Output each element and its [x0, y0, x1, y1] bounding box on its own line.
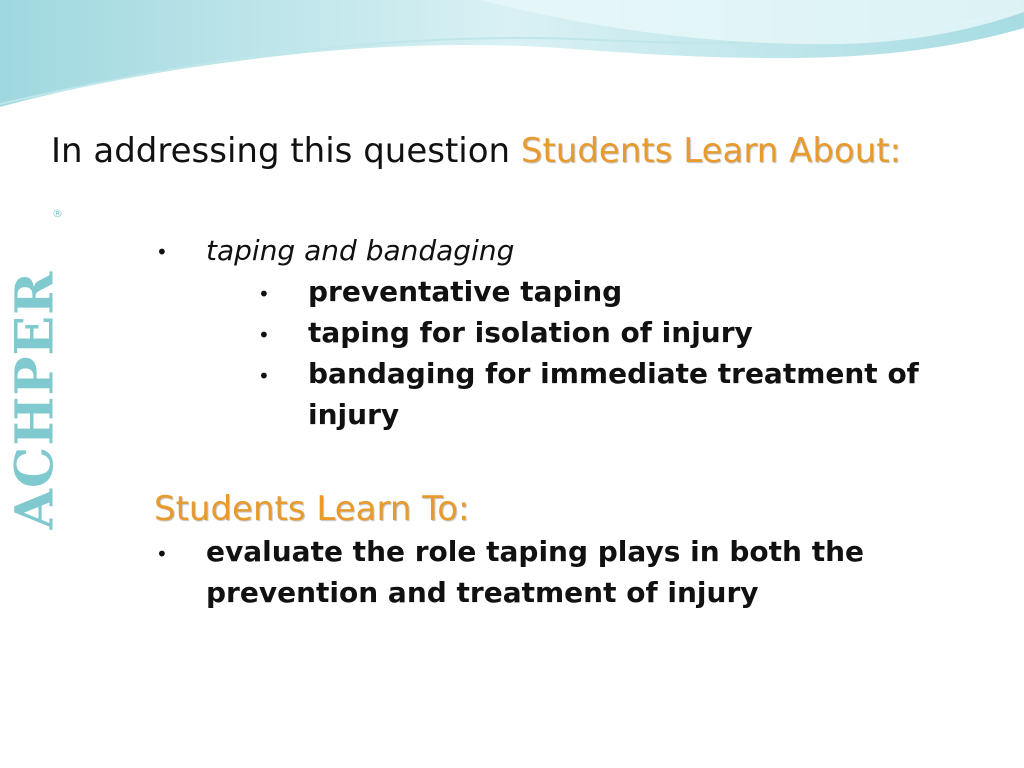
bullet-icon: • — [156, 542, 168, 566]
bullet-icon: • — [156, 240, 168, 264]
slide-title-lead: In addressing this question — [51, 131, 521, 171]
achper-logo-text: ACHPER — [4, 270, 66, 530]
bullet-icon: • — [258, 282, 270, 306]
slide-title — [51, 129, 901, 173]
achper-logo — [0, 193, 70, 608]
registered-mark: ® — [52, 207, 63, 220]
learn-about-item: taping and bandaging — [206, 234, 515, 267]
learn-about-subitem: bandaging for immediate treatment of — [308, 357, 919, 390]
learn-about-subitem: preventative taping — [308, 275, 623, 308]
learn-to-line: prevention and treatment of injury — [206, 576, 759, 609]
learn-to-line: evaluate the role taping plays in both the — [206, 535, 865, 568]
bullet-icon: • — [258, 323, 270, 347]
learn-to-heading: Students Learn To: — [154, 489, 470, 529]
learn-about-subitem: taping for isolation of injury — [308, 316, 753, 349]
bullet-icon: • — [258, 364, 270, 388]
slide-title-accent: Students Learn About: — [520, 131, 902, 171]
learn-about-subitem-continued: injury — [308, 398, 400, 431]
header-wave-decoration — [0, 0, 1024, 120]
